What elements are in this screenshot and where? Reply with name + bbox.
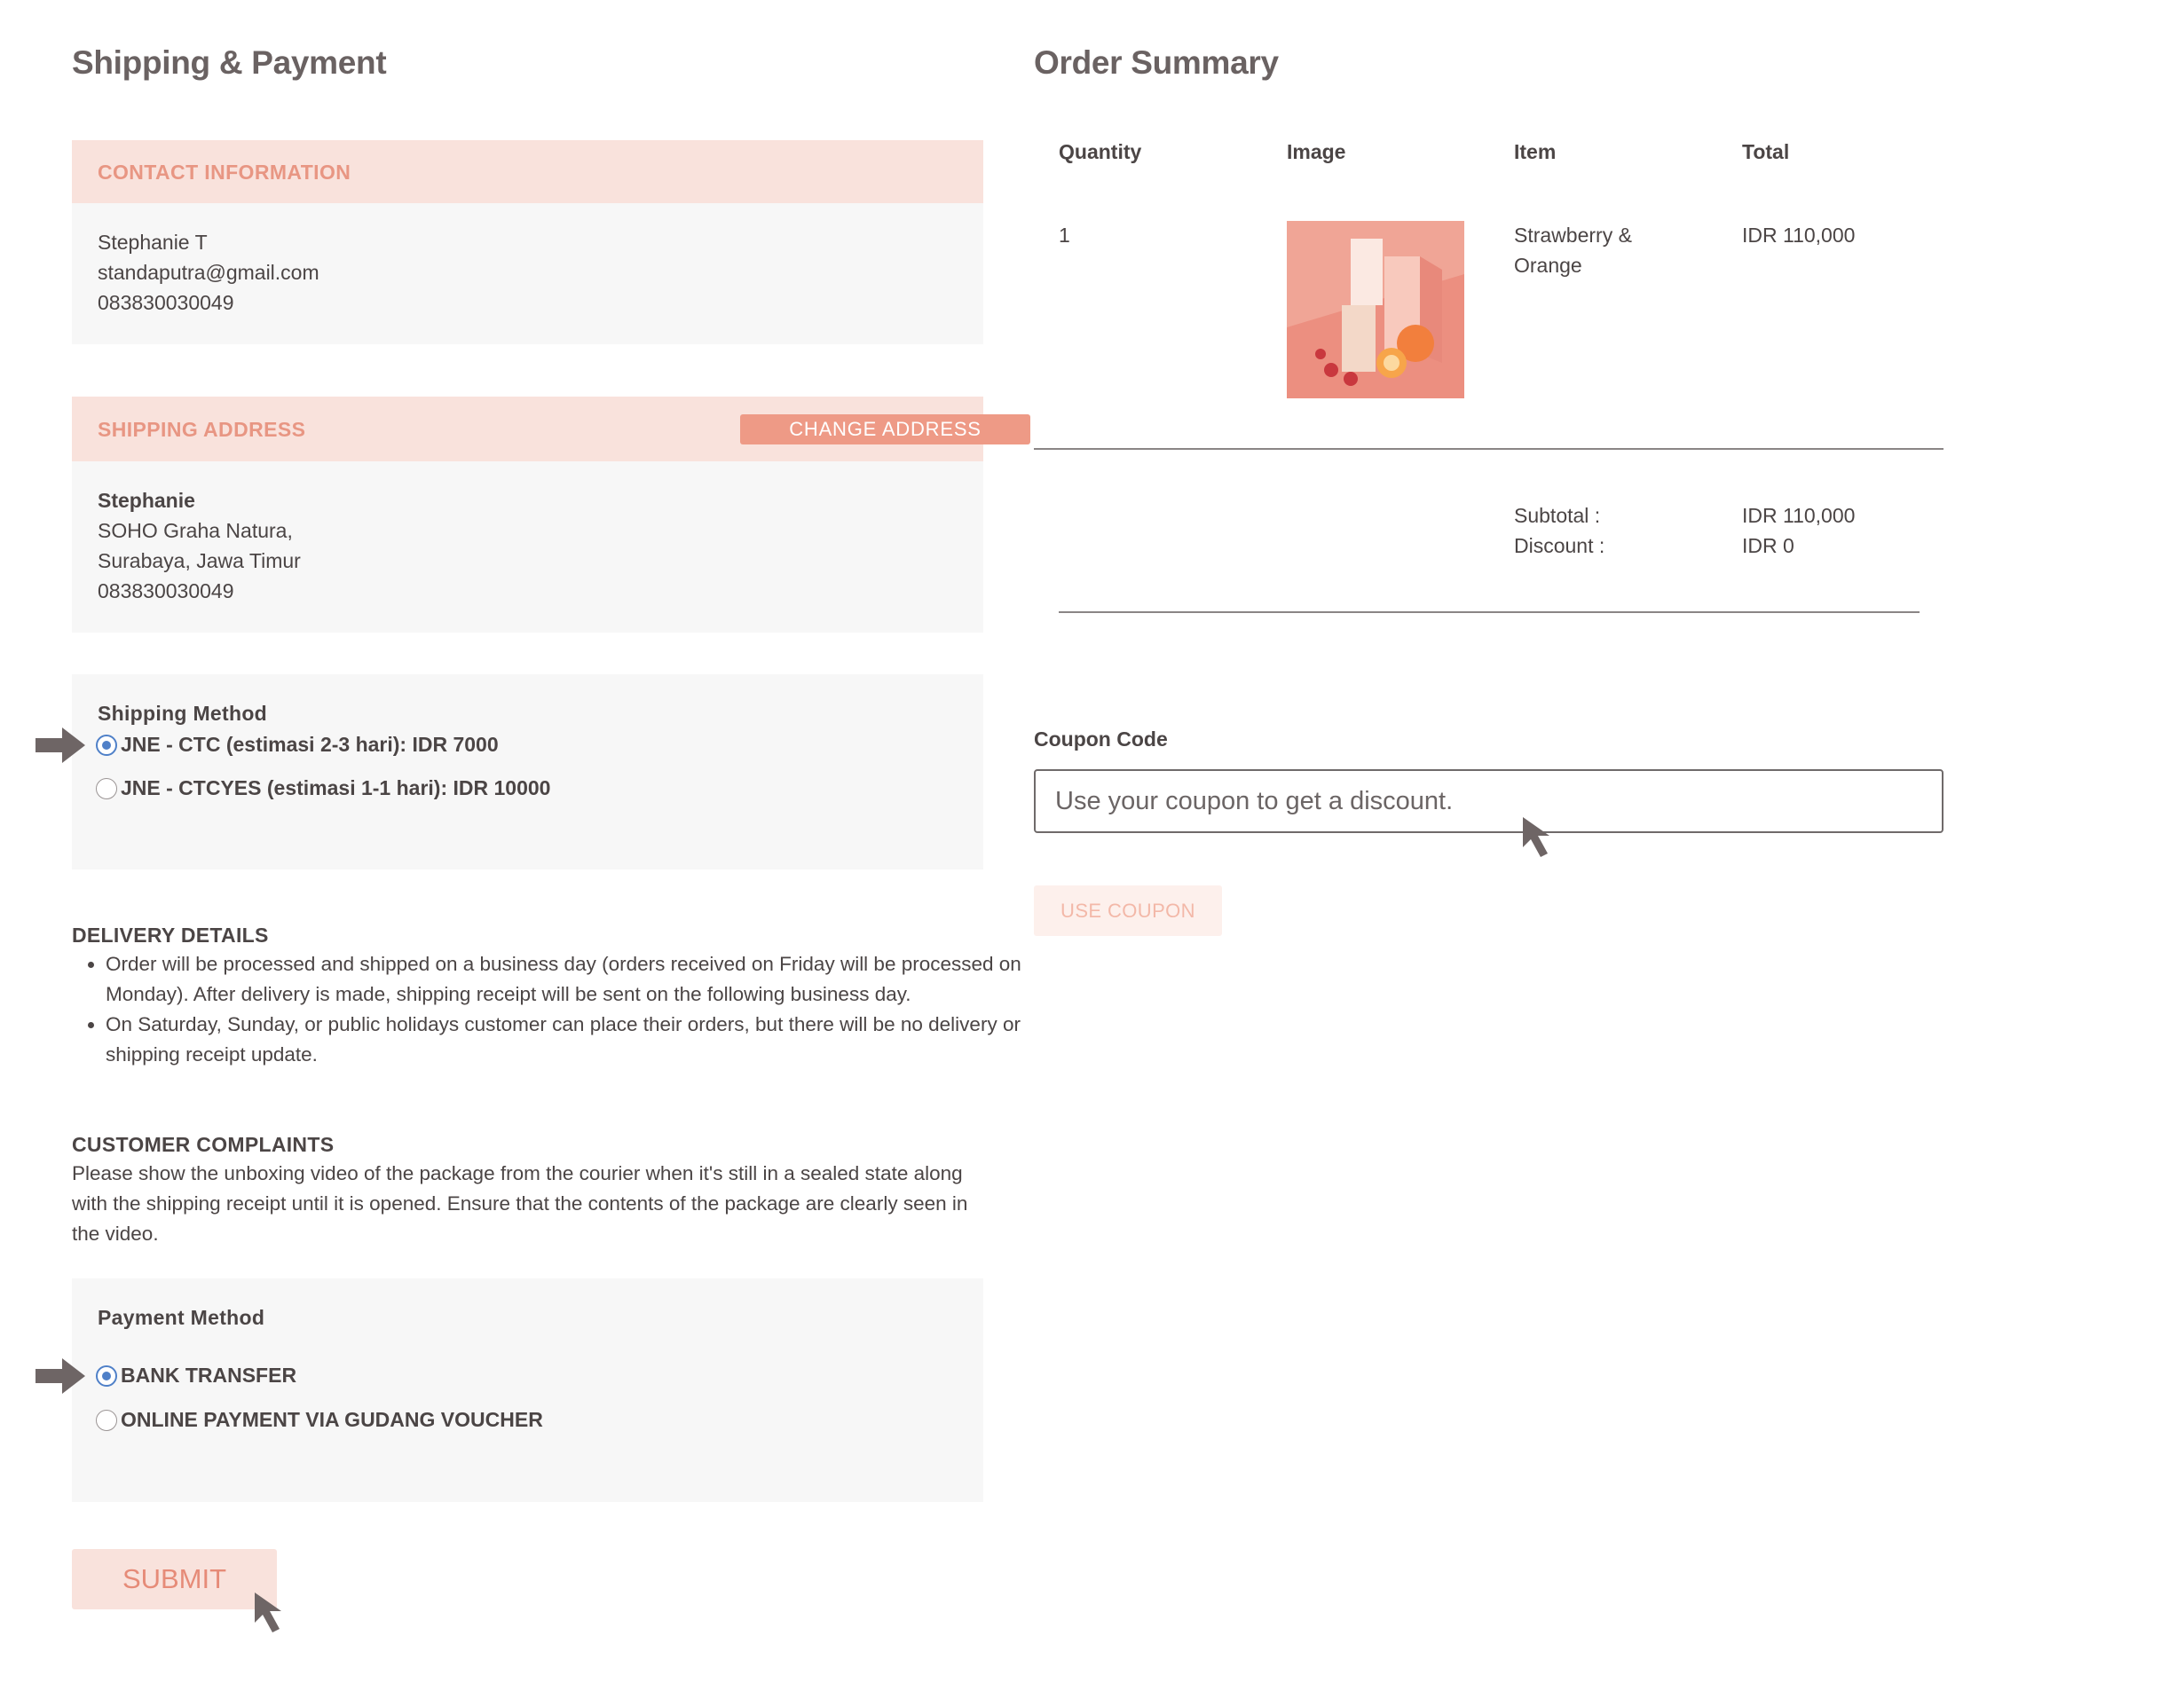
order-item-name: Strawberry & Orange bbox=[1514, 224, 1632, 277]
arrow-right-icon bbox=[35, 727, 87, 764]
delivery-details-list bbox=[72, 949, 1029, 1070]
address-line-1: SOHO Graha Natura, bbox=[98, 519, 293, 542]
coupon-code-input[interactable] bbox=[1034, 769, 1944, 833]
contact-name: Stephanie T bbox=[98, 231, 208, 254]
payment-radio-bank-transfer[interactable] bbox=[96, 1365, 117, 1387]
payment-option-bank-transfer[interactable] bbox=[96, 1364, 296, 1388]
mouse-cursor-icon bbox=[251, 1589, 297, 1635]
column-header-quantity: Quantity bbox=[1059, 140, 1142, 163]
delivery-details-heading: DELIVERY DETAILS bbox=[72, 924, 269, 947]
address-phone: 083830030049 bbox=[98, 579, 234, 602]
payment-radio-gudang-voucher[interactable] bbox=[96, 1410, 117, 1431]
discount-label: Discount : bbox=[1514, 534, 1605, 557]
discount-value: IDR 0 bbox=[1742, 534, 1794, 557]
contact-info-header bbox=[72, 140, 983, 203]
shipping-option-jne-ctc[interactable] bbox=[96, 733, 499, 757]
product-image bbox=[1287, 221, 1464, 398]
shipping-option-label: JNE - CTCYES (estimasi 1-1 hari): IDR 10000 bbox=[121, 776, 551, 799]
use-coupon-button[interactable]: USE COUPON bbox=[1034, 885, 1222, 936]
subtotal-label: Subtotal : bbox=[1514, 504, 1601, 527]
address-line-2: Surabaya, Jawa Timur bbox=[98, 549, 301, 572]
subtotal-value: IDR 110,000 bbox=[1742, 504, 1856, 527]
contact-email: standaputra@gmail.com bbox=[98, 261, 319, 284]
shipping-payment-title: Shipping & Payment bbox=[72, 44, 387, 81]
order-item-total: IDR 110,000 bbox=[1742, 224, 1856, 247]
address-name: Stephanie bbox=[98, 489, 195, 512]
column-header-item: Item bbox=[1514, 140, 1557, 163]
shipping-address-header bbox=[72, 397, 983, 461]
order-summary-title: Order Summary bbox=[1034, 44, 1279, 81]
shipping-radio-jne-ctcyes[interactable] bbox=[96, 778, 117, 799]
arrow-right-icon bbox=[35, 1357, 87, 1395]
shipping-option-jne-ctcyes[interactable] bbox=[96, 776, 550, 800]
summary-divider bbox=[1034, 448, 1944, 450]
customer-complaints-text: Please show the unboxing video of the package from the courier when it's still in a sealed state along with the shipping receipt until it is opened. Ensure that the contents of the package are clearly seen in the video. bbox=[72, 1162, 968, 1245]
shipping-address-panel bbox=[72, 461, 983, 633]
delivery-detail-item: • Order will be processed and shipped on a business day (orders received on Friday will be processed on Monday). After delivery is made, shipping receipt will be sent on the following business day. bbox=[106, 949, 1029, 1010]
payment-option-gudang-voucher[interactable] bbox=[96, 1408, 543, 1432]
column-header-image: Image bbox=[1287, 140, 1346, 163]
mouse-cursor-icon bbox=[1519, 814, 1565, 860]
customer-complaints-heading: CUSTOMER COMPLAINTS bbox=[72, 1133, 335, 1156]
shipping-option-label: JNE - CTC (estimasi 2-3 hari): IDR 7000 bbox=[121, 733, 499, 756]
payment-option-label: ONLINE PAYMENT VIA GUDANG VOUCHER bbox=[121, 1408, 543, 1431]
delivery-detail-item: • On Saturday, Sunday, or public holidays customer can place their orders, but there will be no delivery or shipping receipt update. bbox=[106, 1010, 1029, 1070]
contact-phone: 083830030049 bbox=[98, 291, 234, 314]
payment-method-heading: Payment Method bbox=[98, 1306, 265, 1329]
change-address-button[interactable]: CHANGE ADDRESS bbox=[740, 414, 1030, 444]
order-quantity: 1 bbox=[1059, 224, 1070, 247]
coupon-code-label: Coupon Code bbox=[1034, 727, 1168, 751]
contact-info-panel bbox=[72, 203, 983, 344]
shipping-radio-jne-ctc[interactable] bbox=[96, 735, 117, 756]
shipping-method-heading: Shipping Method bbox=[98, 702, 268, 725]
contact-info-heading: CONTACT INFORMATION bbox=[98, 161, 351, 184]
shipping-address-heading: SHIPPING ADDRESS bbox=[98, 418, 306, 441]
payment-option-label: BANK TRANSFER bbox=[121, 1364, 297, 1387]
column-header-total: Total bbox=[1742, 140, 1790, 163]
totals-divider bbox=[1059, 611, 1920, 613]
submit-button[interactable]: SUBMIT bbox=[72, 1549, 277, 1609]
